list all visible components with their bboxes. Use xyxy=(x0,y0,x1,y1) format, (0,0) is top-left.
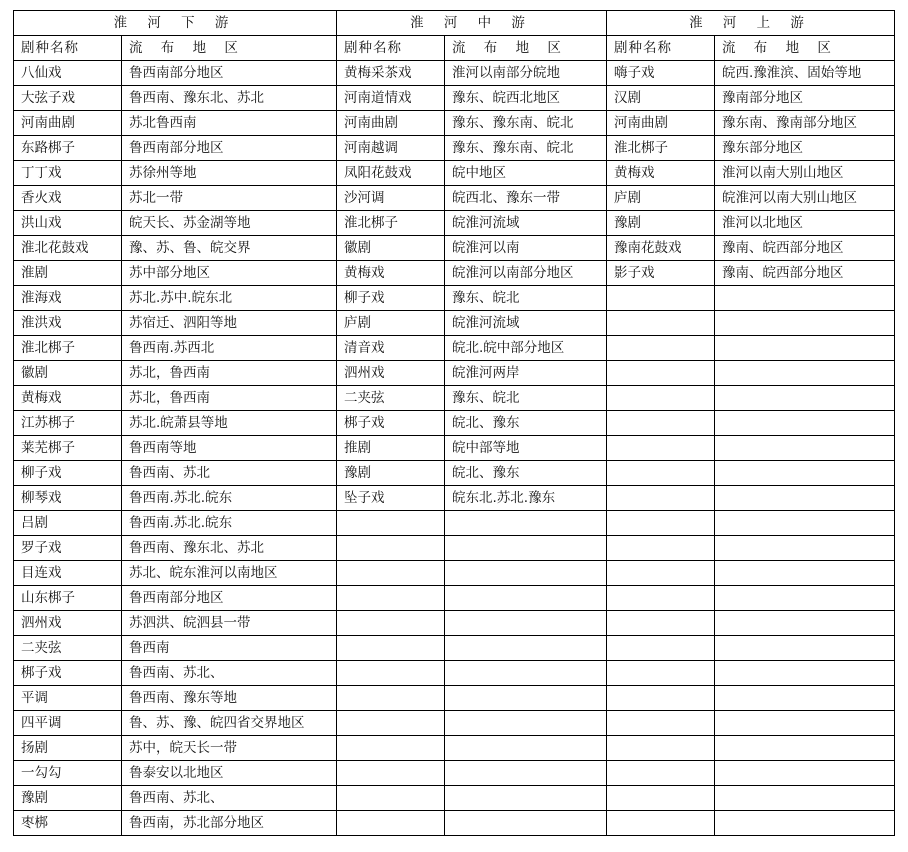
region-cell-upper: 豫南、皖西部分地区 xyxy=(715,236,895,261)
opera-name-cell-upper: 河南曲剧 xyxy=(607,111,715,136)
region-cell-upper xyxy=(715,336,895,361)
table-row xyxy=(14,111,895,136)
opera-name-cell-upper xyxy=(607,611,715,636)
region-cell-middle xyxy=(445,536,607,561)
opera-name-cell-lower: 淮剧 xyxy=(14,261,122,286)
opera-name-cell-middle xyxy=(337,711,445,736)
table-row xyxy=(14,561,895,586)
region-cell-middle xyxy=(445,811,607,836)
opera-name-cell-middle: 坠子戏 xyxy=(337,486,445,511)
region-cell-middle: 豫东、豫东南、皖北 xyxy=(445,111,607,136)
opera-name-cell-upper: 影子戏 xyxy=(607,261,715,286)
opera-name-cell-middle: 庐剧 xyxy=(337,311,445,336)
opera-name-cell-middle: 沙河调 xyxy=(337,186,445,211)
region-cell-lower: 鲁西南、豫东等地 xyxy=(122,686,337,711)
opera-name-cell-lower: 淮海戏 xyxy=(14,286,122,311)
table-row xyxy=(14,461,895,486)
opera-name-cell-upper: 庐剧 xyxy=(607,186,715,211)
col-header-name: 剧种名称 xyxy=(14,36,122,61)
region-cell-lower: 苏中部分地区 xyxy=(122,261,337,286)
table-row xyxy=(14,261,895,286)
opera-name-cell-upper xyxy=(607,786,715,811)
region-cell-upper xyxy=(715,586,895,611)
opera-name-cell-lower: 山东梆子 xyxy=(14,586,122,611)
region-cell-lower: 苏北.苏中.皖东北 xyxy=(122,286,337,311)
region-cell-upper xyxy=(715,286,895,311)
region-cell-lower: 鲁西南.苏北.皖东 xyxy=(122,511,337,536)
opera-name-cell-middle xyxy=(337,686,445,711)
region-cell-middle xyxy=(445,736,607,761)
opera-name-cell-upper xyxy=(607,286,715,311)
region-cell-upper xyxy=(715,486,895,511)
region-cell-lower: 苏北，鲁西南 xyxy=(122,361,337,386)
opera-name-cell-middle: 河南曲剧 xyxy=(337,111,445,136)
opera-name-cell-upper xyxy=(607,661,715,686)
opera-name-cell-middle xyxy=(337,661,445,686)
opera-name-cell-middle: 河南道情戏 xyxy=(337,86,445,111)
opera-name-cell-upper: 淮北梆子 xyxy=(607,136,715,161)
opera-name-cell-upper xyxy=(607,511,715,536)
region-cell-middle xyxy=(445,636,607,661)
table-wrapper xyxy=(13,10,895,836)
region-cell-lower: 苏中，皖天长一带 xyxy=(122,736,337,761)
opera-name-cell-lower: 罗子戏 xyxy=(14,536,122,561)
opera-name-cell-middle: 河南越调 xyxy=(337,136,445,161)
opera-name-cell-upper xyxy=(607,636,715,661)
opera-name-cell-middle: 黄梅戏 xyxy=(337,261,445,286)
opera-name-cell-upper xyxy=(607,361,715,386)
opera-name-cell-upper xyxy=(607,561,715,586)
region-cell-middle xyxy=(445,511,607,536)
opera-name-cell-lower: 淮北花鼓戏 xyxy=(14,236,122,261)
opera-name-cell-middle: 黄梅采茶戏 xyxy=(337,61,445,86)
opera-name-cell-middle: 清音戏 xyxy=(337,336,445,361)
opera-name-cell-lower: 淮洪戏 xyxy=(14,311,122,336)
opera-name-cell-middle: 豫剧 xyxy=(337,461,445,486)
opera-name-cell-upper xyxy=(607,736,715,761)
col-header-region: 流 布 地 区 xyxy=(715,36,895,61)
section-header-row xyxy=(14,11,895,36)
opera-name-cell-upper xyxy=(607,436,715,461)
region-cell-lower: 鲁西南、苏北 xyxy=(122,461,337,486)
region-cell-lower: 鲁泰安以北地区 xyxy=(122,761,337,786)
region-cell-lower: 苏北一带 xyxy=(122,186,337,211)
region-cell-lower: 鲁西南，苏北部分地区 xyxy=(122,811,337,836)
region-cell-upper xyxy=(715,661,895,686)
opera-name-cell-upper: 豫剧 xyxy=(607,211,715,236)
opera-name-cell-middle xyxy=(337,811,445,836)
opera-name-cell-lower: 东路梆子 xyxy=(14,136,122,161)
region-cell-upper xyxy=(715,811,895,836)
region-cell-middle xyxy=(445,611,607,636)
opera-name-cell-middle xyxy=(337,511,445,536)
opera-name-cell-middle: 凤阳花鼓戏 xyxy=(337,161,445,186)
table-row xyxy=(14,336,895,361)
table-row xyxy=(14,486,895,511)
table-row xyxy=(14,511,895,536)
opera-name-cell-lower: 柳琴戏 xyxy=(14,486,122,511)
opera-name-cell-upper xyxy=(607,586,715,611)
region-cell-upper xyxy=(715,736,895,761)
opera-name-cell-middle: 泗州戏 xyxy=(337,361,445,386)
section-title-upper: 淮 河 上 游 xyxy=(607,11,895,36)
region-cell-middle: 皖北.皖中部分地区 xyxy=(445,336,607,361)
opera-name-cell-middle: 推剧 xyxy=(337,436,445,461)
opera-name-cell-lower: 八仙戏 xyxy=(14,61,122,86)
opera-name-cell-upper: 豫南花鼓戏 xyxy=(607,236,715,261)
table-row xyxy=(14,386,895,411)
region-cell-upper xyxy=(715,686,895,711)
region-cell-upper: 淮河以南大别山地区 xyxy=(715,161,895,186)
opera-name-cell-lower: 枣梆 xyxy=(14,811,122,836)
opera-name-cell-lower: 徽剧 xyxy=(14,361,122,386)
region-cell-lower: 鲁西南、苏北、 xyxy=(122,661,337,686)
table-row xyxy=(14,611,895,636)
table-row xyxy=(14,811,895,836)
opera-name-cell-lower: 洪山戏 xyxy=(14,211,122,236)
region-cell-upper xyxy=(715,436,895,461)
opera-name-cell-upper xyxy=(607,411,715,436)
opera-name-cell-lower: 豫剧 xyxy=(14,786,122,811)
region-cell-lower: 皖天长、苏金湖等地 xyxy=(122,211,337,236)
table-row xyxy=(14,411,895,436)
region-cell-middle: 皖淮河以南 xyxy=(445,236,607,261)
region-cell-middle: 淮河以南部分皖地 xyxy=(445,61,607,86)
opera-name-cell-upper xyxy=(607,761,715,786)
opera-name-cell-upper: 嗨子戏 xyxy=(607,61,715,86)
region-cell-lower: 鲁西南等地 xyxy=(122,436,337,461)
table-row xyxy=(14,661,895,686)
opera-name-cell-middle xyxy=(337,636,445,661)
opera-name-cell-lower: 吕剧 xyxy=(14,511,122,536)
opera-name-cell-lower: 扬剧 xyxy=(14,736,122,761)
section-title-lower: 淮 河 下 游 xyxy=(14,11,337,36)
opera-name-cell-middle xyxy=(337,736,445,761)
region-cell-middle: 豫东、皖北 xyxy=(445,286,607,311)
region-cell-upper xyxy=(715,511,895,536)
region-cell-middle: 豫东、皖北 xyxy=(445,386,607,411)
table-row xyxy=(14,211,895,236)
table-row xyxy=(14,736,895,761)
opera-name-cell-upper xyxy=(607,536,715,561)
region-cell-upper xyxy=(715,761,895,786)
opera-name-cell-middle xyxy=(337,586,445,611)
region-cell-lower: 鲁西南.苏北.皖东 xyxy=(122,486,337,511)
region-cell-lower: 鲁西南 xyxy=(122,636,337,661)
section-title-middle: 淮 河 中 游 xyxy=(337,11,607,36)
opera-name-cell-lower: 柳子戏 xyxy=(14,461,122,486)
region-cell-middle: 豫东、皖西北地区 xyxy=(445,86,607,111)
opera-name-cell-lower: 香火戏 xyxy=(14,186,122,211)
region-cell-lower: 鲁西南、苏北、 xyxy=(122,786,337,811)
opera-name-cell-middle xyxy=(337,611,445,636)
region-cell-upper xyxy=(715,311,895,336)
region-cell-lower: 鲁西南.苏西北 xyxy=(122,336,337,361)
opera-name-cell-lower: 黄梅戏 xyxy=(14,386,122,411)
opera-name-cell-middle xyxy=(337,561,445,586)
table-row xyxy=(14,786,895,811)
region-cell-upper xyxy=(715,386,895,411)
region-cell-middle: 皖西北、豫东一带 xyxy=(445,186,607,211)
region-cell-upper xyxy=(715,786,895,811)
opera-name-cell-middle: 二夹弦 xyxy=(337,386,445,411)
column-header-row xyxy=(14,36,895,61)
region-cell-upper xyxy=(715,361,895,386)
opera-name-cell-upper xyxy=(607,811,715,836)
opera-name-cell-middle: 梆子戏 xyxy=(337,411,445,436)
region-cell-upper: 皖西.豫淮滨、固始等地 xyxy=(715,61,895,86)
opera-name-cell-upper xyxy=(607,711,715,736)
region-cell-lower: 豫、苏、鲁、皖交界 xyxy=(122,236,337,261)
col-header-region: 流 布 地 区 xyxy=(445,36,607,61)
opera-name-cell-middle: 徽剧 xyxy=(337,236,445,261)
col-header-name: 剧种名称 xyxy=(337,36,445,61)
table-row xyxy=(14,186,895,211)
opera-name-cell-upper xyxy=(607,486,715,511)
opera-name-cell-lower: 二夹弦 xyxy=(14,636,122,661)
region-cell-middle xyxy=(445,711,607,736)
region-cell-middle: 皖中部等地 xyxy=(445,436,607,461)
region-cell-upper xyxy=(715,461,895,486)
opera-name-cell-upper xyxy=(607,311,715,336)
region-cell-upper: 豫东南、豫南部分地区 xyxy=(715,111,895,136)
table-row xyxy=(14,361,895,386)
opera-name-cell-lower: 四平调 xyxy=(14,711,122,736)
region-cell-lower: 鲁西南、豫东北、苏北 xyxy=(122,536,337,561)
opera-name-cell-middle: 淮北梆子 xyxy=(337,211,445,236)
opera-name-cell-upper: 汉剧 xyxy=(607,86,715,111)
table-row xyxy=(14,86,895,111)
region-cell-middle xyxy=(445,586,607,611)
region-cell-middle: 皖淮河流域 xyxy=(445,311,607,336)
opera-name-cell-lower: 平调 xyxy=(14,686,122,711)
opera-name-cell-lower: 大弦子戏 xyxy=(14,86,122,111)
table-row xyxy=(14,711,895,736)
region-cell-middle: 皖淮河流域 xyxy=(445,211,607,236)
region-cell-lower: 苏北，鲁西南 xyxy=(122,386,337,411)
col-header-region: 流 布 地 区 xyxy=(122,36,337,61)
opera-name-cell-lower: 泗州戏 xyxy=(14,611,122,636)
region-cell-lower: 鲁西南、豫东北、苏北 xyxy=(122,86,337,111)
opera-name-cell-lower: 莱芜梆子 xyxy=(14,436,122,461)
region-cell-middle: 豫东、豫东南、皖北 xyxy=(445,136,607,161)
region-cell-middle: 皖北、豫东 xyxy=(445,411,607,436)
table-row xyxy=(14,536,895,561)
region-cell-lower: 苏泗洪、皖泗县一带 xyxy=(122,611,337,636)
opera-name-cell-lower: 一勾勾 xyxy=(14,761,122,786)
region-cell-lower: 苏北鲁西南 xyxy=(122,111,337,136)
region-cell-middle xyxy=(445,786,607,811)
opera-distribution-table xyxy=(13,10,895,836)
opera-name-cell-upper xyxy=(607,386,715,411)
table-row xyxy=(14,761,895,786)
region-cell-upper xyxy=(715,711,895,736)
region-cell-lower: 鲁西南部分地区 xyxy=(122,61,337,86)
table-row xyxy=(14,311,895,336)
table-row xyxy=(14,136,895,161)
opera-name-cell-middle xyxy=(337,536,445,561)
region-cell-lower: 苏北.皖萧县等地 xyxy=(122,411,337,436)
region-cell-middle xyxy=(445,686,607,711)
opera-name-cell-upper xyxy=(607,461,715,486)
opera-name-cell-middle xyxy=(337,761,445,786)
region-cell-upper xyxy=(715,411,895,436)
opera-name-cell-lower: 淮北梆子 xyxy=(14,336,122,361)
opera-name-cell-middle: 柳子戏 xyxy=(337,286,445,311)
table-row xyxy=(14,61,895,86)
opera-name-cell-upper xyxy=(607,336,715,361)
region-cell-middle: 皖淮河以南部分地区 xyxy=(445,261,607,286)
region-cell-upper: 皖淮河以南大别山地区 xyxy=(715,186,895,211)
region-cell-middle: 皖东北.苏北.豫东 xyxy=(445,486,607,511)
region-cell-lower: 鲁西南部分地区 xyxy=(122,136,337,161)
region-cell-upper xyxy=(715,611,895,636)
region-cell-middle xyxy=(445,761,607,786)
table-row xyxy=(14,436,895,461)
table-row xyxy=(14,636,895,661)
region-cell-lower: 鲁西南部分地区 xyxy=(122,586,337,611)
region-cell-upper: 豫东部分地区 xyxy=(715,136,895,161)
region-cell-middle xyxy=(445,561,607,586)
col-header-name: 剧种名称 xyxy=(607,36,715,61)
table-row xyxy=(14,286,895,311)
region-cell-lower: 苏徐州等地 xyxy=(122,161,337,186)
opera-name-cell-upper xyxy=(607,686,715,711)
region-cell-upper: 豫南、皖西部分地区 xyxy=(715,261,895,286)
region-cell-middle xyxy=(445,661,607,686)
table-body xyxy=(14,61,895,836)
region-cell-upper xyxy=(715,536,895,561)
opera-name-cell-lower: 河南曲剧 xyxy=(14,111,122,136)
table-row xyxy=(14,586,895,611)
region-cell-upper: 豫南部分地区 xyxy=(715,86,895,111)
opera-name-cell-lower: 丁丁戏 xyxy=(14,161,122,186)
region-cell-middle: 皖中地区 xyxy=(445,161,607,186)
region-cell-lower: 苏北、皖东淮河以南地区 xyxy=(122,561,337,586)
table-row xyxy=(14,236,895,261)
table-row xyxy=(14,161,895,186)
opera-name-cell-lower: 梆子戏 xyxy=(14,661,122,686)
region-cell-upper xyxy=(715,636,895,661)
region-cell-middle: 皖淮河两岸 xyxy=(445,361,607,386)
region-cell-upper: 淮河以北地区 xyxy=(715,211,895,236)
opera-name-cell-lower: 目连戏 xyxy=(14,561,122,586)
table-row xyxy=(14,686,895,711)
opera-name-cell-middle xyxy=(337,786,445,811)
opera-name-cell-upper: 黄梅戏 xyxy=(607,161,715,186)
region-cell-lower: 苏宿迁、泗阳等地 xyxy=(122,311,337,336)
region-cell-upper xyxy=(715,561,895,586)
region-cell-middle: 皖北、豫东 xyxy=(445,461,607,486)
opera-name-cell-lower: 江苏梆子 xyxy=(14,411,122,436)
region-cell-lower: 鲁、苏、豫、皖四省交界地区 xyxy=(122,711,337,736)
